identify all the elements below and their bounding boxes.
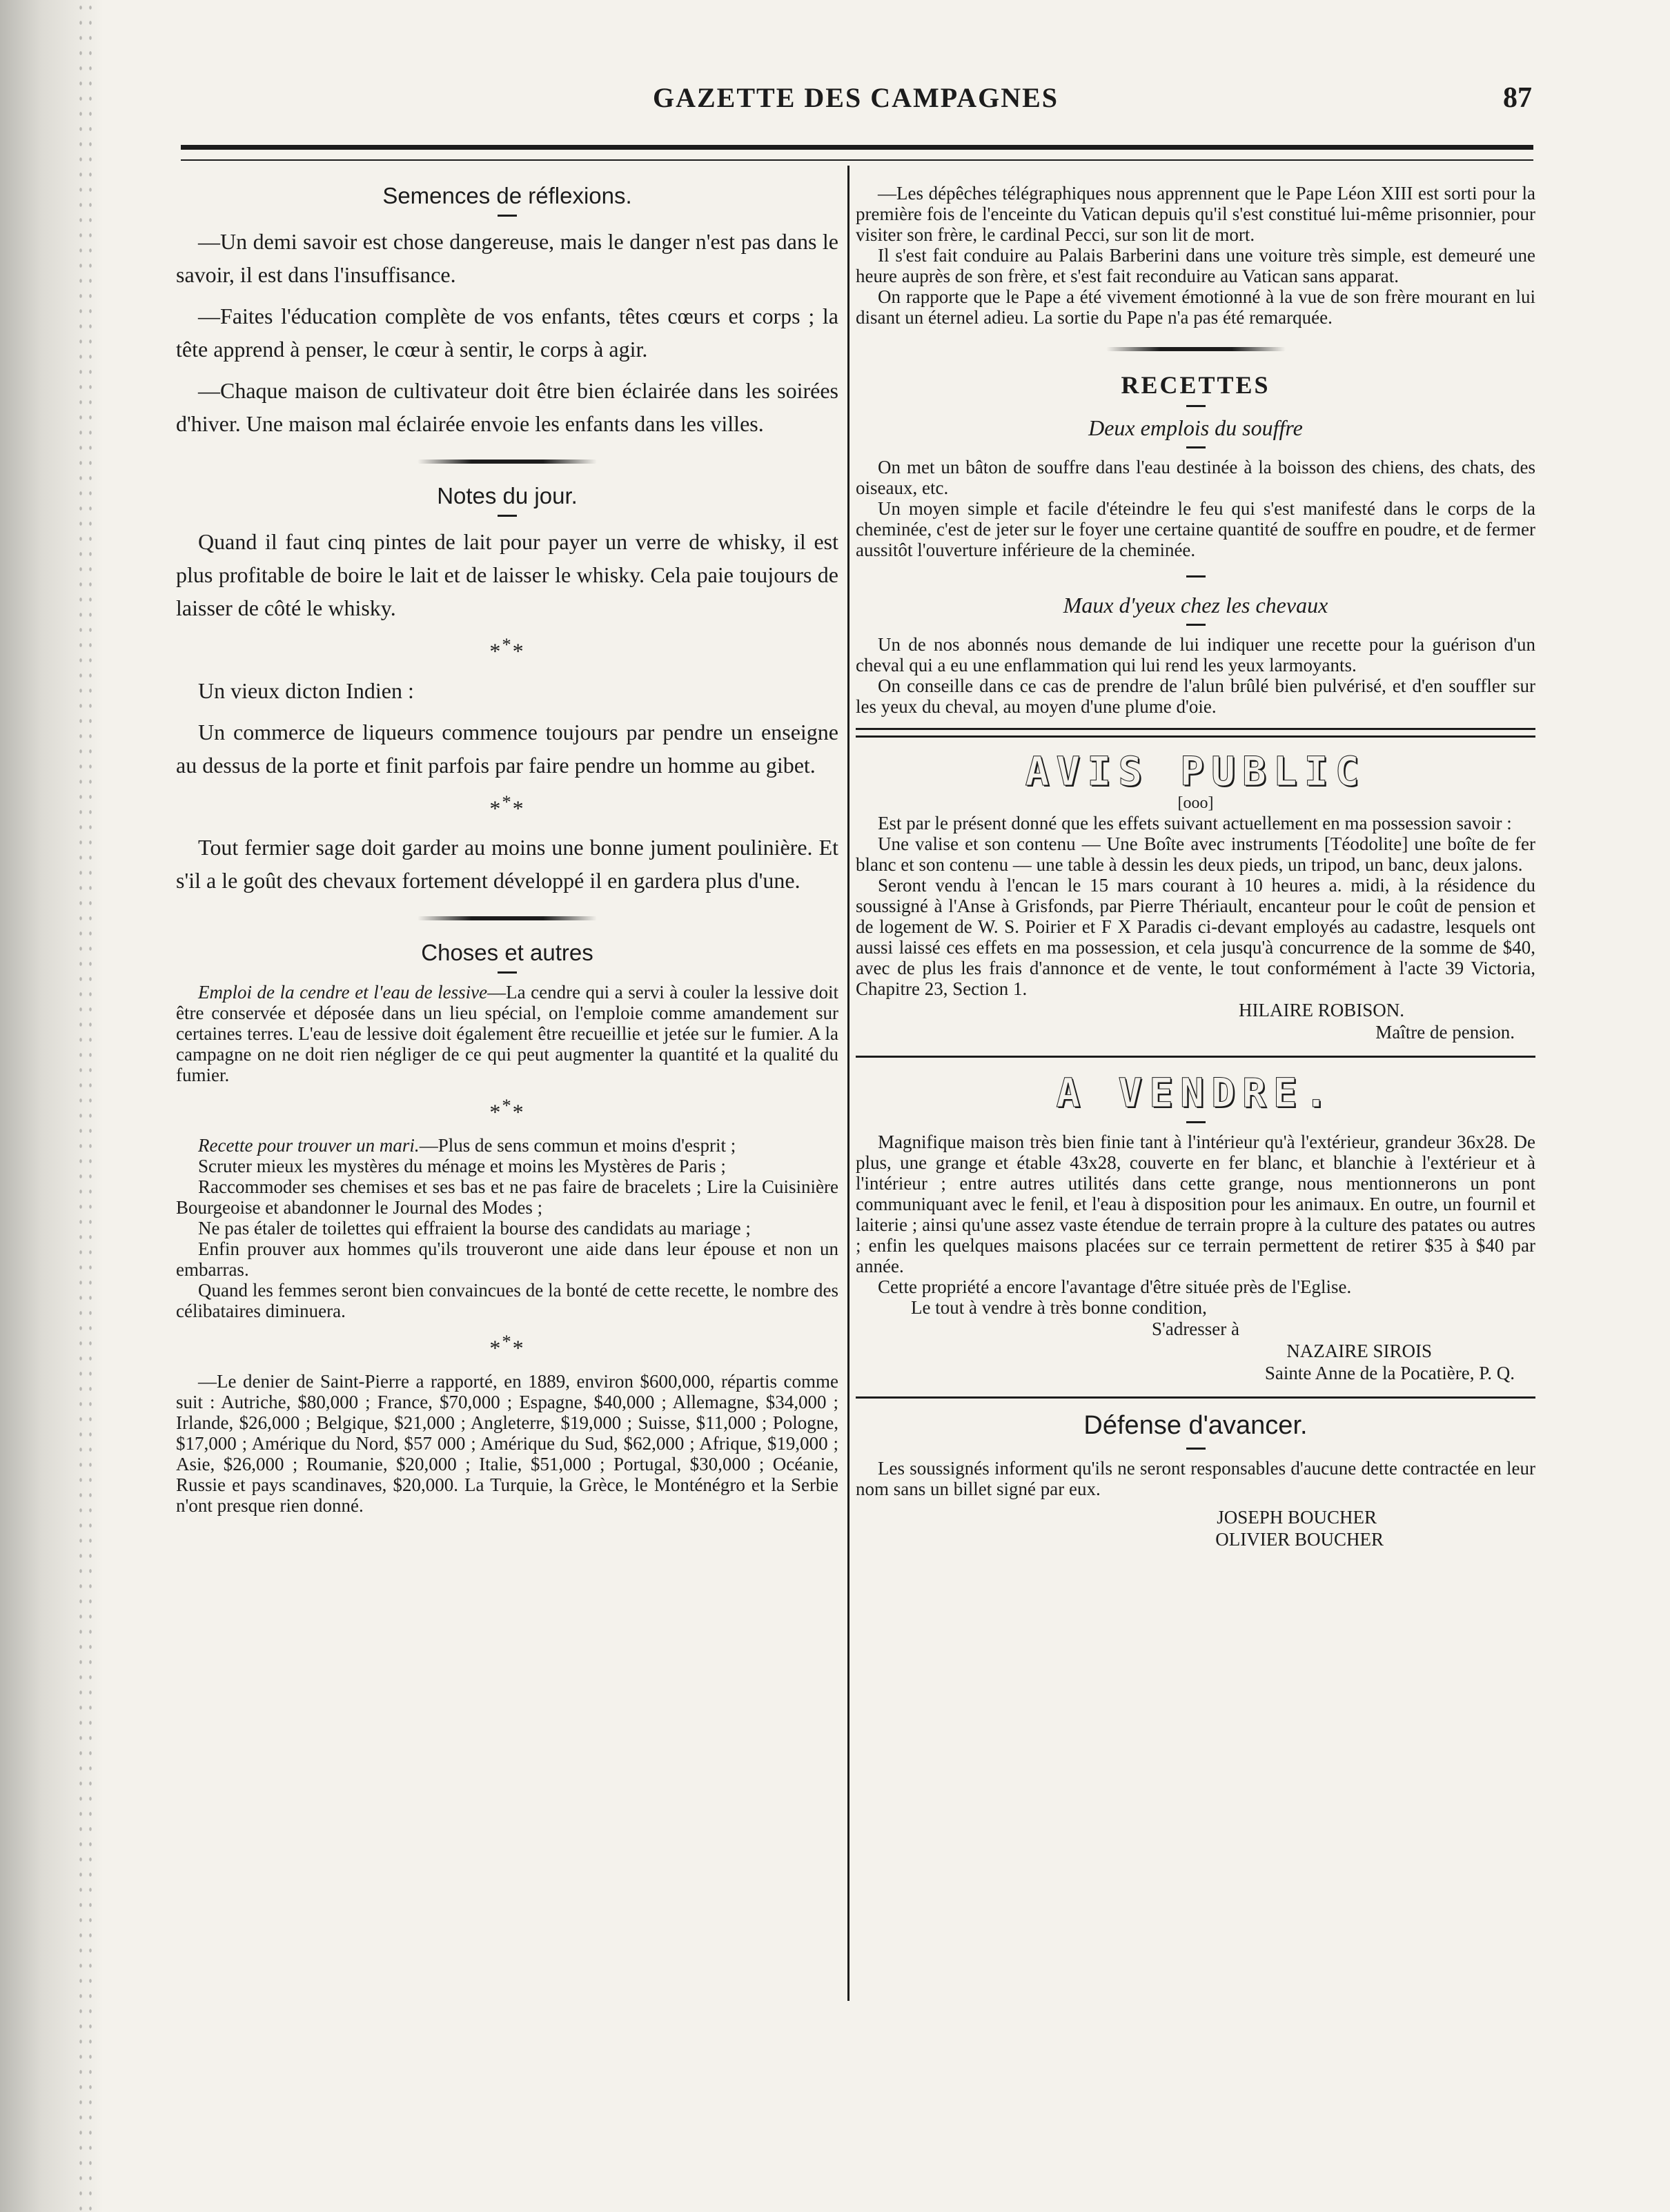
paragraph: —Chaque maison de cultivateur doit être bien éclairée dans les soirées d'hiver. Une maison mal éclairée envoie les enfants dans les villes.: [176, 378, 838, 436]
paragraph: Il s'est fait conduire au Palais Barberini dans une voiture très simple, est demeuré une heure auprès de son frère, et s'est fait reconduire au Vatican sans apparat.: [856, 245, 1535, 286]
asterism: ***: [489, 791, 525, 821]
signature-title: Maître de pension.: [1375, 1022, 1515, 1043]
paragraph: Un commerce de liqueurs commence toujours par pendre un enseigne au dessus de la porte et finit parfois par faire pendre un homme au gibet.: [176, 719, 838, 778]
paragraph: Quand les femmes seront bien convaincues de la bonté de cette recette, le nombre des célibataires diminuera.: [176, 1279, 838, 1321]
depeches-body: [856, 183, 1535, 328]
double-rule: [856, 728, 1535, 738]
section-rule: [856, 1396, 1535, 1399]
defense-body: [856, 1458, 1535, 1499]
title-dash: [1186, 624, 1206, 626]
section-title-avis-public: AVIS PUBLIC: [1025, 748, 1366, 795]
paragraph: [176, 1135, 838, 1156]
ornament-text: [ooo]: [1177, 794, 1214, 812]
paragraph: Quand il faut cinq pintes de lait pour payer un verre de whisky, il est plus profitable de boire le lait et de laisser le whisky. Cela paie toujours de laisser de côté le whisky.: [176, 529, 838, 620]
signature-name: JOSEPH BOUCHER: [1217, 1507, 1377, 1528]
paragraph: [176, 982, 838, 1085]
column-divider: [847, 166, 849, 2001]
paragraph: Cette propriété a encore l'avantage d'être située près de l'Eglise.: [878, 1276, 1352, 1297]
signature-name: OLIVIER BOUCHER: [1215, 1529, 1384, 1550]
choses-body: [176, 982, 838, 1515]
signature-place: Sainte Anne de la Pocatière, P. Q.: [1264, 1363, 1515, 1383]
paragraph: Magnifique maison très bien finie tant à l'intérieur qu'à l'extérieur, grandeur 36x28. De plus, une grange et étable 43x28, couverte en fer blanc, et blanchie à l'extérieur et à l'intérieur ; entre autres utilités dans cette grange, nous mentionnerons un pont communiquant avec le fenil, et l'eau à disposition pour les animaux. En outre, un fournil et laiterie ; ainsi qu'une assez vaste étendue de terrain propre à la culture des patates ou autres ; enfin les quelques maisons placées sur ce terrain permettent de retirer $35 à $40 par année.: [856, 1132, 1535, 1276]
paragraph: Enfin prouver aux hommes qu'ils trouveront une aide dans leur épouse et non un embarras.: [176, 1238, 838, 1280]
section-ornament: [1106, 347, 1286, 351]
paragraph: On rapporte que le Pape a été vivement émotionné à la vue de son frère mourant en lui disant un éternel adieu. La sortie du Pape n'a pas été remarquée.: [856, 286, 1535, 328]
avis-body: [856, 813, 1535, 999]
section-title-notes: Notes du jour.: [437, 483, 578, 508]
paragraph: Est par le présent donné que les effets suivant actuellement en ma possession savoir :: [878, 813, 1512, 833]
semences-body: [176, 225, 838, 440]
left-column: [176, 183, 838, 1516]
paragraph: Scruter mieux les mystères du ménage et moins les Mystères de Paris ;: [198, 1155, 726, 1176]
title-dash: [1186, 446, 1206, 448]
section-title-semences: Semences de réflexions.: [382, 183, 632, 208]
paragraph: Ne pas étaler de toilettes qui effraient la bourse des candidats au mariage ;: [198, 1217, 751, 1238]
subheading: Maux d'yeux chez les chevaux: [1063, 593, 1328, 618]
paragraph: Seront vendu à l'encan le 15 mars courant à 10 heures a. midi, à la résidence du soussigné à l'Anse à Grisfonds, par Pierre Thériault, encanteur pour le coût de pension et de logement de W. S. Poirier et F X Paradis ci-devant employés au cadastre, lesquels ont aussi laissé ces effets en ma possession, et cela jusqu'à concurrence de la somme de $40, avec de plus les frais d'annonce et de vente, le tout conformément à l'acte 39 Victoria, Chapitre 23, Section 1.: [856, 875, 1535, 999]
paragraph-text: —Plus de sens commun et moins d'esprit ;: [419, 1134, 736, 1156]
signature-name: HILAIRE ROBISON.: [1239, 1000, 1404, 1020]
paragraph: Une valise et son contenu — Une Boîte avec instruments [Téodolite] une boîte de fer blanc et son contenu — une table à dessin les deux pieds, un tripod, un banc, deux jalons.: [856, 833, 1535, 875]
paragraph: Un de nos abonnés nous demande de lui indiquer une recette pour la guérison d'un cheval qui a eu une enflammation qui lui rend les yeux larmoyants.: [856, 634, 1535, 675]
paragraph: Un vieux dicton Indien :: [198, 678, 414, 703]
paragraph: —Le denier de Saint-Pierre a rapporté, en 1889, environ $600,000, répartis comme suit : Autriche, $80,000 ; France, $70,000 ; Espagne, $40,000 ; Allemagne, $34,000 ; Irlande, $26,000 ; Belgique, $21,000 ; Angleterre, $19,000 ; Suisse, $11,000 ; Pologne, $17,000 ; Amérique du Nord, $57 000 ; Amérique du Sud, $62,000 ; Afrique, $19,000 ; Asie, $26,000 ; Roumanie, $20,000 ; Italie, $51,000 ; Portugal, $30,000 ; Océanie, Russie et pays scandinaves, $20,000. La Turquie, la Grèce, le Monténégro et la Serbie n'ont presque rien donné.: [176, 1370, 838, 1516]
right-column: [856, 183, 1535, 1550]
page-number: 87: [1503, 82, 1532, 114]
section-title-choses: Choses et autres: [421, 940, 593, 966]
paragraph: —Un demi savoir est chose dangereuse, mais le danger n'est pas dans le savoir, il est dans l'insuffisance.: [176, 229, 838, 287]
subheading: Deux emplois du souffre: [1088, 415, 1303, 440]
signature-address-label: S'adresser à: [1151, 1319, 1240, 1339]
recettes-body: [856, 457, 1535, 560]
title-dash: [1186, 1121, 1206, 1123]
title-dash: [498, 515, 517, 517]
paragraph: Le tout à vendre à très bonne condition,: [911, 1297, 1207, 1318]
notes-body: [176, 525, 838, 897]
title-dash: [1186, 1448, 1206, 1450]
lead-in: Emploi de la cendre et l'eau de lessive: [198, 982, 488, 1003]
title-dash: [498, 215, 517, 217]
asterism: ***: [489, 634, 525, 664]
paragraph: Les soussignés informent qu'ils ne seront responsables d'aucune dette contractée en leur nom sans un billet signé par eux.: [856, 1458, 1535, 1499]
paragraph-text: —La cendre qui a servi à couler la lessive doit être conservée et déposée dans un lieu spécial, on l'emploie comme amandement sur certaines terres. L'eau de lessive doit également être recueillie et jetée sur le fumier. A la campagne on ne doit rien négliger de ce qui peut augmenter la quantité et la qualité du fumier.: [176, 982, 838, 1086]
signature-name: NAZAIRE SIROIS: [1286, 1341, 1432, 1361]
section-title-defense: Défense d'avancer.: [1083, 1411, 1308, 1440]
paragraph: On met un bâton de souffre dans l'eau destinée à la boisson des chiens, des chats, des oiseaux, etc.: [856, 457, 1535, 498]
title-dash: [498, 971, 517, 974]
recettes-body-2: [856, 634, 1535, 717]
page-header: [179, 81, 1532, 123]
paragraph: Un moyen simple et facile d'éteindre le feu qui s'est manifesté dans le corps de la cheminée, c'est de jeter sur le foyer une certaine quantité de souffre en poudre, et de fermer aussitôt l'ouverture inférieure de la cheminée.: [856, 498, 1535, 560]
section-ornament: [418, 916, 597, 920]
title-dash: [1186, 575, 1206, 577]
paragraph: Raccommoder ses chemises et ses bas et ne pas faire de bracelets ; Lire la Cuisinière Bourgeoise et abandonner le Journal des Modes ;: [176, 1176, 838, 1218]
asterism: ***: [489, 1095, 525, 1125]
paragraph: —Faites l'éducation complète de vos enfants, têtes cœurs et corps ; la tête apprend à penser, le cœur à sentir, le corps à agir.: [176, 304, 838, 362]
paragraph: —Les dépêches télégraphiques nous apprennent que le Pape Léon XIII est sorti pour la première fois de l'enceinte du Vatican depuis qu'il s'est constitué lui-même prisonnier, pour visiter son frère, le cardinal Pecci, sur son lit de mort.: [856, 183, 1535, 245]
binding-holes: [76, 0, 97, 2212]
section-ornament: [418, 460, 597, 464]
asterism: ***: [489, 1330, 525, 1361]
vendre-body: [856, 1132, 1535, 1318]
paragraph: Tout fermier sage doit garder au moins une bonne jument poulinière. Et s'il a le goût des chevaux fortement développé il en gardera plus d'une.: [176, 835, 838, 893]
lead-in: Recette pour trouver un mari.: [198, 1134, 420, 1156]
paragraph: On conseille dans ce cas de prendre de l'alun brûlé bien pulvérisé, et d'en souffler sur les yeux du cheval, au moyen d'une plume d'oie.: [856, 675, 1535, 717]
section-rule: [856, 1056, 1535, 1058]
header-rule: [181, 145, 1533, 161]
section-title-a-vendre: A VENDRE.: [1056, 1069, 1335, 1116]
section-title-recettes: RECETTES: [1121, 371, 1270, 399]
title-dash: [1186, 405, 1206, 407]
newspaper-title: GAZETTE DES CAMPAGNES: [652, 82, 1059, 113]
